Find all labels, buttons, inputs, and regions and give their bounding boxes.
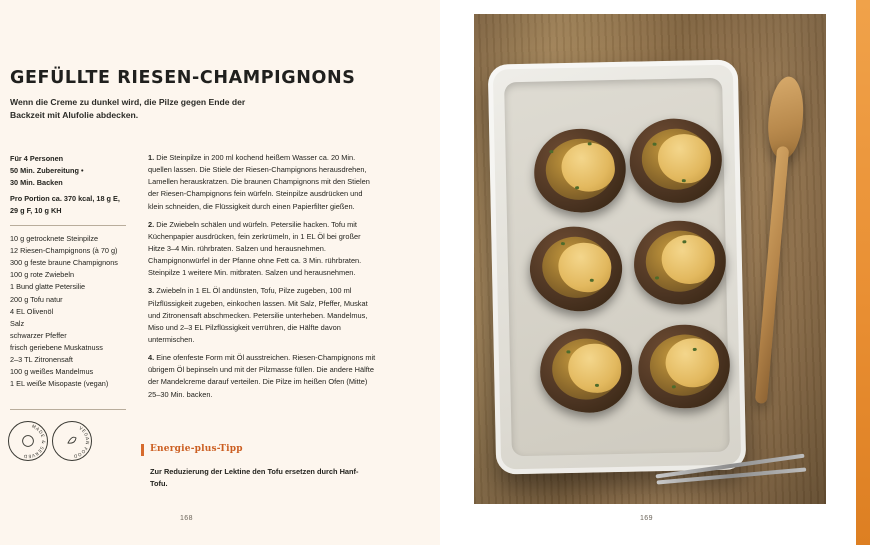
- step-text: Die Zwiebeln schälen und würfeln. Petersilie hacken. Tofu mit Küchenpapier ausdrücken, fein zerkrümeln, in 1 EL Öl bei großer Hitze 3–4 Min. rührbraten. Salzen und herausnehmen. Champignonwürfel in der Pfanne ohne Fett ca. 3 Min. rührbraten. Steinpilze 1 weitere Min. mitbraten. Salzen und herausnehmen.: [148, 219, 362, 278]
- meta-line: Für 4 Personen: [10, 154, 64, 163]
- made-served-badge-icon: [8, 421, 48, 461]
- meta-line: 29 g F, 10 g KH: [10, 206, 62, 216]
- step: [148, 352, 376, 401]
- list-item: schwarzer Pfeffer: [10, 330, 67, 340]
- meta-divider: [10, 225, 126, 226]
- vegan-food-badge-icon: [52, 421, 92, 461]
- svg-text:VEGAN FOOD: VEGAN FOOD: [72, 426, 90, 459]
- recipe-note: Wenn die Creme zu dunkel wird, die Pilze gegen Ende der Backzeit mit Alufolie abdecken.: [10, 97, 246, 120]
- step-number: 3.: [148, 286, 155, 296]
- list-item: 12 Riesen-Champignons (à 70 g): [10, 246, 118, 256]
- tip-text: Zur Reduzierung der Lektine den Tofu ersetzen durch Hanf-Tofu.: [150, 467, 359, 488]
- ingredients-divider: [10, 409, 126, 410]
- meta-line: 30 Min. Backen: [10, 177, 63, 187]
- list-item: 10 g getrocknete Steinpilze: [10, 234, 99, 243]
- page-number-right: 169: [640, 515, 653, 522]
- svg-text:MADE & SERVED: MADE & SERVED: [23, 424, 46, 459]
- list-item: 1 Bund glatte Petersilie: [10, 282, 86, 292]
- baking-dish: [488, 59, 747, 474]
- list-item: 300 g feste braune Champignons: [10, 258, 118, 268]
- meta-line: Pro Portion ca. 370 kcal, 18 g E,: [10, 194, 120, 204]
- step-text: Zwiebeln in 1 EL Öl andünsten, Tofu, Pilze zugeben, 100 ml Pilzflüssigkeit zugeben, einkochen lassen. Mit Salz, Pfeffer, Muskat und Zitronensaft abschmecken. Petersilie unterheben. Mandelmus, Miso und 2–3 EL Pilzflüssigkeit verrühren, die Hälfte davon untermischen.: [148, 286, 368, 344]
- list-item: 4 EL Olivenöl: [10, 306, 54, 316]
- list-item: 100 g weißes Mandelmus: [10, 367, 94, 377]
- list-item: 200 g Tofu natur: [10, 294, 63, 304]
- right-page: [440, 0, 870, 545]
- tip-title: Energie-plus-Tipp: [150, 444, 243, 454]
- step-number: 4.: [148, 353, 155, 363]
- tip-accent-bar: [141, 444, 144, 456]
- step: [148, 219, 376, 280]
- list-item: 2–3 TL Zitronensaft: [10, 355, 73, 365]
- list-item: 1 EL weiße Misopaste (vegan): [10, 379, 109, 389]
- page-title: GEFÜLLTE RIESEN-CHAMPIGNONS: [10, 68, 356, 88]
- recipe-photo: [474, 14, 826, 504]
- step-text: Die Steinpilze in 200 ml kochend heißem Wasser ca. 20 Min. quellen lassen. Die Stiele der Riesen-Champignons herausdrehen, Lamellen herauskratzen. Die braunen Champignons mit den Stielen der Riesen-Champignons fein würfeln. Steinpilze ausdrücken und klein schneiden, die Flüssigkeit durch einen Papierfilter gießen.: [148, 153, 370, 211]
- page-number-left: 168: [180, 515, 193, 522]
- step-text: Eine ofenfeste Form mit Öl ausstreichen. Riesen-Champignons mit übrigem Öl bepinseln und mit der Pilzmasse füllen. Die andere Hälfte der Mandelcreme darauf verteilen. Die Pilze im heißen Ofen (Mitte) 25–30 Min. backen.: [148, 353, 376, 399]
- badge-group: [4, 418, 124, 464]
- recipe-meta: [10, 153, 130, 217]
- step: [148, 152, 376, 213]
- dish-rim: [488, 59, 747, 474]
- step-number: 2.: [148, 219, 155, 229]
- page-edge-strip: [856, 0, 870, 545]
- list-item: Salz: [10, 318, 25, 328]
- list-item: 100 g rote Zwiebeln: [10, 270, 75, 280]
- step: [148, 285, 376, 346]
- meta-line: 50 Min. Zubereitung •: [10, 165, 84, 175]
- ingredient-list: [10, 233, 135, 390]
- list-item: frisch geriebene Muskatnuss: [10, 342, 103, 352]
- step-number: 1.: [148, 153, 155, 162]
- instruction-steps: [148, 152, 376, 407]
